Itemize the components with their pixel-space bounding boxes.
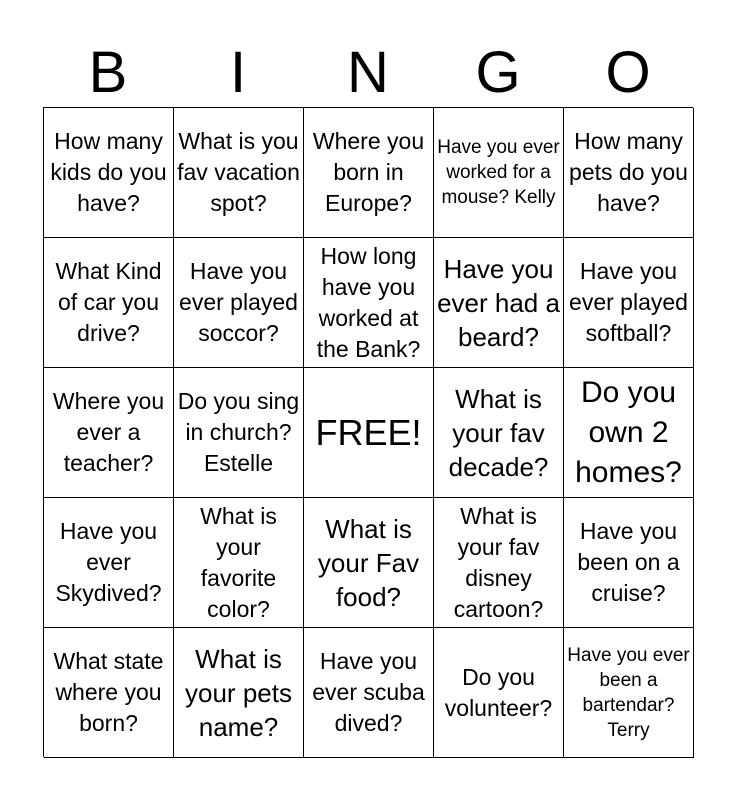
- header-letter-o: O: [605, 40, 651, 105]
- cell-text: Have you ever scuba dived?: [312, 648, 425, 736]
- bingo-cell: [174, 498, 304, 628]
- bingo-cell: [304, 108, 434, 238]
- bingo-cell: [564, 108, 694, 238]
- bingo-grid: [43, 107, 693, 757]
- cell-text: What is your fav disney cartoon?: [453, 502, 544, 622]
- bingo-cell: [174, 368, 304, 498]
- header-letter-g: G: [475, 40, 521, 105]
- header-letter-b: B: [88, 40, 128, 105]
- cell-text: How long have you worked at the Bank?: [316, 242, 421, 362]
- cell-text: Do you volunteer?: [444, 663, 553, 721]
- bingo-cell: [564, 368, 694, 498]
- cell-text: Do you own 2 homes?: [575, 375, 682, 489]
- bingo-cell: [44, 238, 174, 368]
- header-letter-i: I: [229, 40, 247, 105]
- bingo-cell: [174, 238, 304, 368]
- bingo-cell: [564, 498, 694, 628]
- bingo-cell: [44, 368, 174, 498]
- bingo-cell: [434, 238, 564, 368]
- bingo-cell: [434, 108, 564, 238]
- bingo-cell: [44, 498, 174, 628]
- bingo-cell: [304, 238, 434, 368]
- cell-text: What Kind of car you drive?: [55, 258, 162, 346]
- bingo-cell: [564, 628, 694, 758]
- cell-text: What state where you born?: [53, 648, 164, 736]
- cell-text: Have you ever had a beard?: [437, 253, 560, 352]
- header-letter-n: N: [347, 40, 389, 105]
- cell-text: How many pets do you have?: [569, 128, 688, 216]
- bingo-cell: [174, 108, 304, 238]
- cell-text: What is your favorite color?: [200, 502, 277, 622]
- cell-text: Have you ever worked for a mouse? Kelly: [437, 137, 560, 208]
- bingo-header: [43, 40, 693, 106]
- cell-text: Have you ever Skydived?: [55, 518, 162, 606]
- cell-text: Where you ever a teacher?: [52, 388, 165, 476]
- bingo-cell: [434, 628, 564, 758]
- cell-text: Have you been on a cruise?: [577, 518, 680, 606]
- cell-text: Where you born in Europe?: [312, 128, 425, 216]
- cell-text: What is your Fav food?: [317, 513, 420, 612]
- cell-text: How many kids do you have?: [50, 128, 167, 216]
- cell-text: What is your fav decade?: [448, 383, 549, 482]
- free-space-cell: [304, 368, 434, 498]
- cell-text: What is you fav vacation spot?: [177, 128, 300, 216]
- cell-text: What is your pets name?: [185, 643, 292, 742]
- cell-text: Have you ever played soccor?: [179, 258, 298, 346]
- bingo-cell: [304, 498, 434, 628]
- bingo-cell: [434, 498, 564, 628]
- bingo-cell: [44, 108, 174, 238]
- bingo-cell: [434, 368, 564, 498]
- bingo-cell: [174, 628, 304, 758]
- bingo-cell: [564, 238, 694, 368]
- cell-text: Have you ever played softball?: [569, 258, 688, 346]
- cell-text: Do you sing in church? Estelle: [177, 388, 300, 476]
- cell-text: Have you ever been a bartendar? Terry: [567, 644, 690, 741]
- free-space-text: FREE!: [315, 411, 422, 453]
- bingo-cell: [44, 628, 174, 758]
- bingo-cell: [304, 628, 434, 758]
